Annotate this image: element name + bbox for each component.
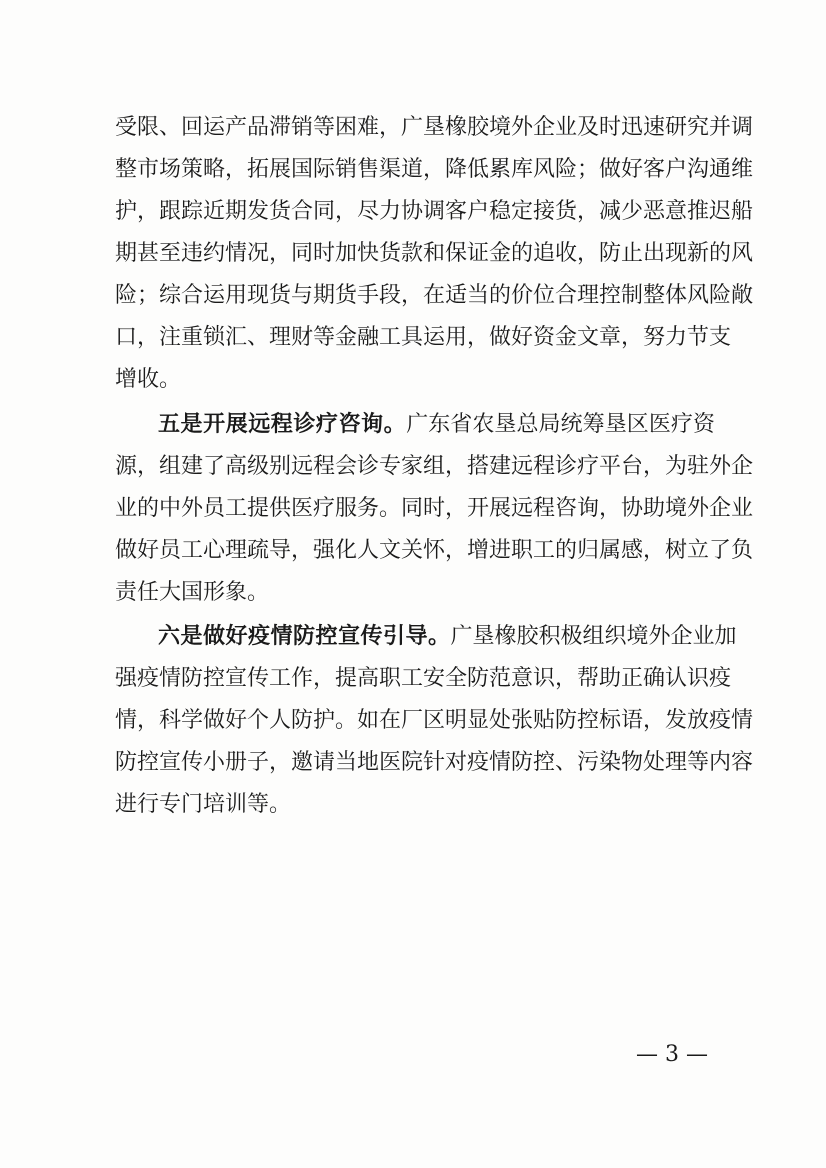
paragraph-1-line-7: 增收。 bbox=[115, 367, 182, 392]
paragraph-2-line-4: 做好员工心理疏导，强化人文关怀，增进职工的归属感，树立了负 bbox=[115, 538, 754, 563]
paragraph-3-line-3: 情，科学做好个人防护。如在厂区明显处张贴防控标语，发放疫情 bbox=[115, 708, 754, 733]
paragraph-2-first-line-text: 广东省农垦总局统筹垦区医疗资 bbox=[406, 412, 715, 437]
paragraph-3-line-4: 防控宣传小册子，邀请当地医院针对疫情防控、污染物处理等内容 bbox=[115, 750, 754, 775]
paragraph-2-line-3: 业的中外员工提供医疗服务。同时，开展远程咨询，协助境外企业 bbox=[115, 496, 754, 521]
paragraph-1-line-5: 险；综合运用现货与期货手段，在适当的价位合理控制整体风险敞 bbox=[115, 283, 754, 308]
paragraph-2-line-2: 源，组建了高级别远程会诊专家组，搭建远程诊疗平台，为驻外企 bbox=[115, 454, 754, 479]
paragraph-2-line-5: 责任大国形象。 bbox=[115, 580, 270, 605]
paragraph-2-first-line bbox=[158, 405, 715, 445]
paragraph-1-line-3: 护，跟踪近期发货合同，尽力协调客户稳定接货，减少恶意推迟船 bbox=[115, 199, 754, 224]
paragraph-3-line-5: 进行专门培训等。 bbox=[115, 792, 292, 817]
paragraph-3-first-line-text: 广垦橡胶积极组织境外企业加 bbox=[450, 624, 737, 649]
page-number: — 3 — bbox=[636, 1042, 708, 1067]
paragraph-3-heading: 六是做好疫情防控宣传引导。 bbox=[158, 624, 451, 649]
paragraph-1-line-4: 期甚至违约情况，同时加快货款和保证金的追收，防止出现新的风 bbox=[115, 241, 754, 266]
paragraph-1-line-6: 口，注重锁汇、理财等金融工具运用，做好资金文章，努力节支 bbox=[115, 325, 732, 350]
paragraph-3-first-line bbox=[158, 617, 737, 657]
paragraph-3-line-2: 强疫情防控宣传工作，提高职工安全防范意识，帮助正确认识疫 bbox=[115, 666, 732, 691]
paragraph-2-heading: 五是开展远程诊疗咨询。 bbox=[158, 412, 407, 437]
paragraph-1-line-1: 受限、回运产品滞销等困难，广垦橡胶境外企业及时迅速研究并调 bbox=[115, 115, 754, 140]
paragraph-1-line-2: 整市场策略，拓展国际销售渠道，降低累库风险；做好客户沟通维 bbox=[115, 157, 754, 182]
